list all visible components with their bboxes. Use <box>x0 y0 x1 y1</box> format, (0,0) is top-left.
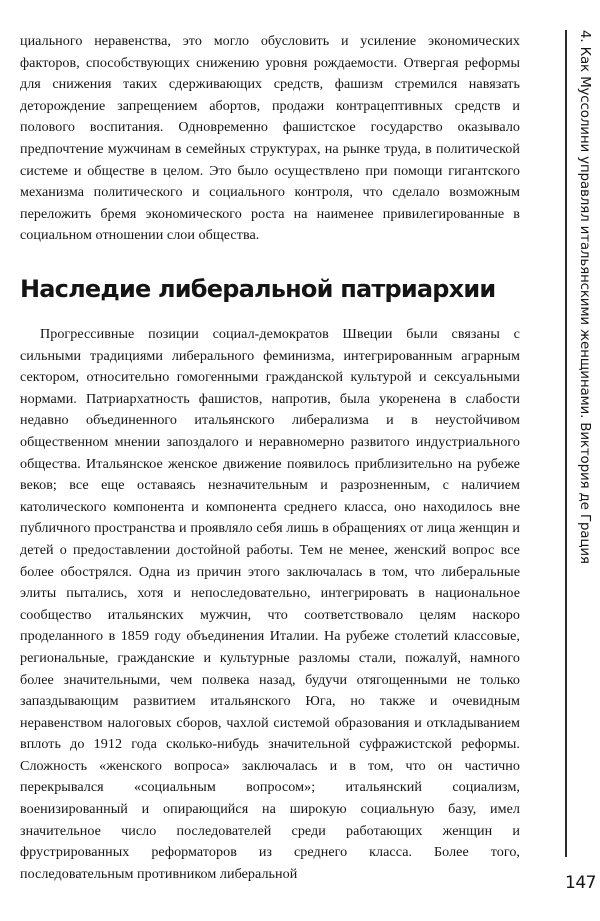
continued-paragraph <box>20 31 520 247</box>
section-heading: Наследие либеральной патриархии <box>20 275 496 303</box>
paragraph-text: Прогрессивные позиции социал-демократов Швеции были связаны с сильными традициями либерального феминизма, интегрированным аграрным сектором, относительно гомогенными гражданской культурой и сексуальными нормами. Патриархатность фашистов, напротив, была укоренена в слабости недавно объединенного итальянского либерализма и в неустойчивом общественном мнении запоздалого и неравномерно развитого индустриального общества. Итальянское женское движение появилось приблизительно на рубеже веков; все еще оставаясь незначительным и разрозненным, с наличием католического компонента и компонента среднего класса, оно находилось вне публичного пространства и проявляло себя лишь в обращениях от лица женщин и детей о предоставлении достойной работы. Тем не менее, женский вопрос все более обострялся. Одна из причин этого заключалась в том, что либеральные элиты пытались, хотя и непоследовательно, интегрировать в национальное сообщество итальянских мужчин, что соответствовало целям наскоро проделанного в 1859 году объединения Италии. На рубеже столетий классовые, региональные, гражданские и культурные разломы стали, пожалуй, намного более значительными, чем полвека назад, будучи отягощенными не только запаздывающим развитием итальянского Юга, но также и очевидным неравенством налоговых сборов, чахлой системой образования и откладыванием вплоть до 1912 года сколько-нибудь значительной суфражистской реформы. Сложность «женского вопроса» заключалась и в том, что он частично перекрывался «социальным вопросом»; итальянский социализм, военизированный и опирающийся на широкую социальную базу, имел значительное число последователей среди работающих женщин и фрустрированных реформаторов из среднего класса. Более того, последовательным противником либеральной <box>20 326 520 882</box>
running-head: 4. Как Муссолини управлял итальянскими женщинами. Виктория де Грация <box>577 30 593 564</box>
paragraph-text: циального неравенства, это могло обусловить и усиление экономических факторов, способствующих снижению уровня рождаемости. Отвергая реформы для снижения таких сдерживающих средств, фашизм стремился навязать деторождение запрещением абортов, продажи контрацептивных средств и полового воспитания. Одновременно фашистское государство оказывало предпочтение мужчинам в семейных структурах, на рынке труда, в политической системе и обществе в целом. Это было осуществлено при помощи гигантского механизма политического и социального контроля, что сделало возможным переложить бремя экономического роста на наименее привилегированные в социальном отношении слои общества. <box>20 33 520 244</box>
vertical-divider <box>565 30 567 857</box>
page-number: 147 <box>565 873 596 893</box>
section-body <box>20 324 520 885</box>
